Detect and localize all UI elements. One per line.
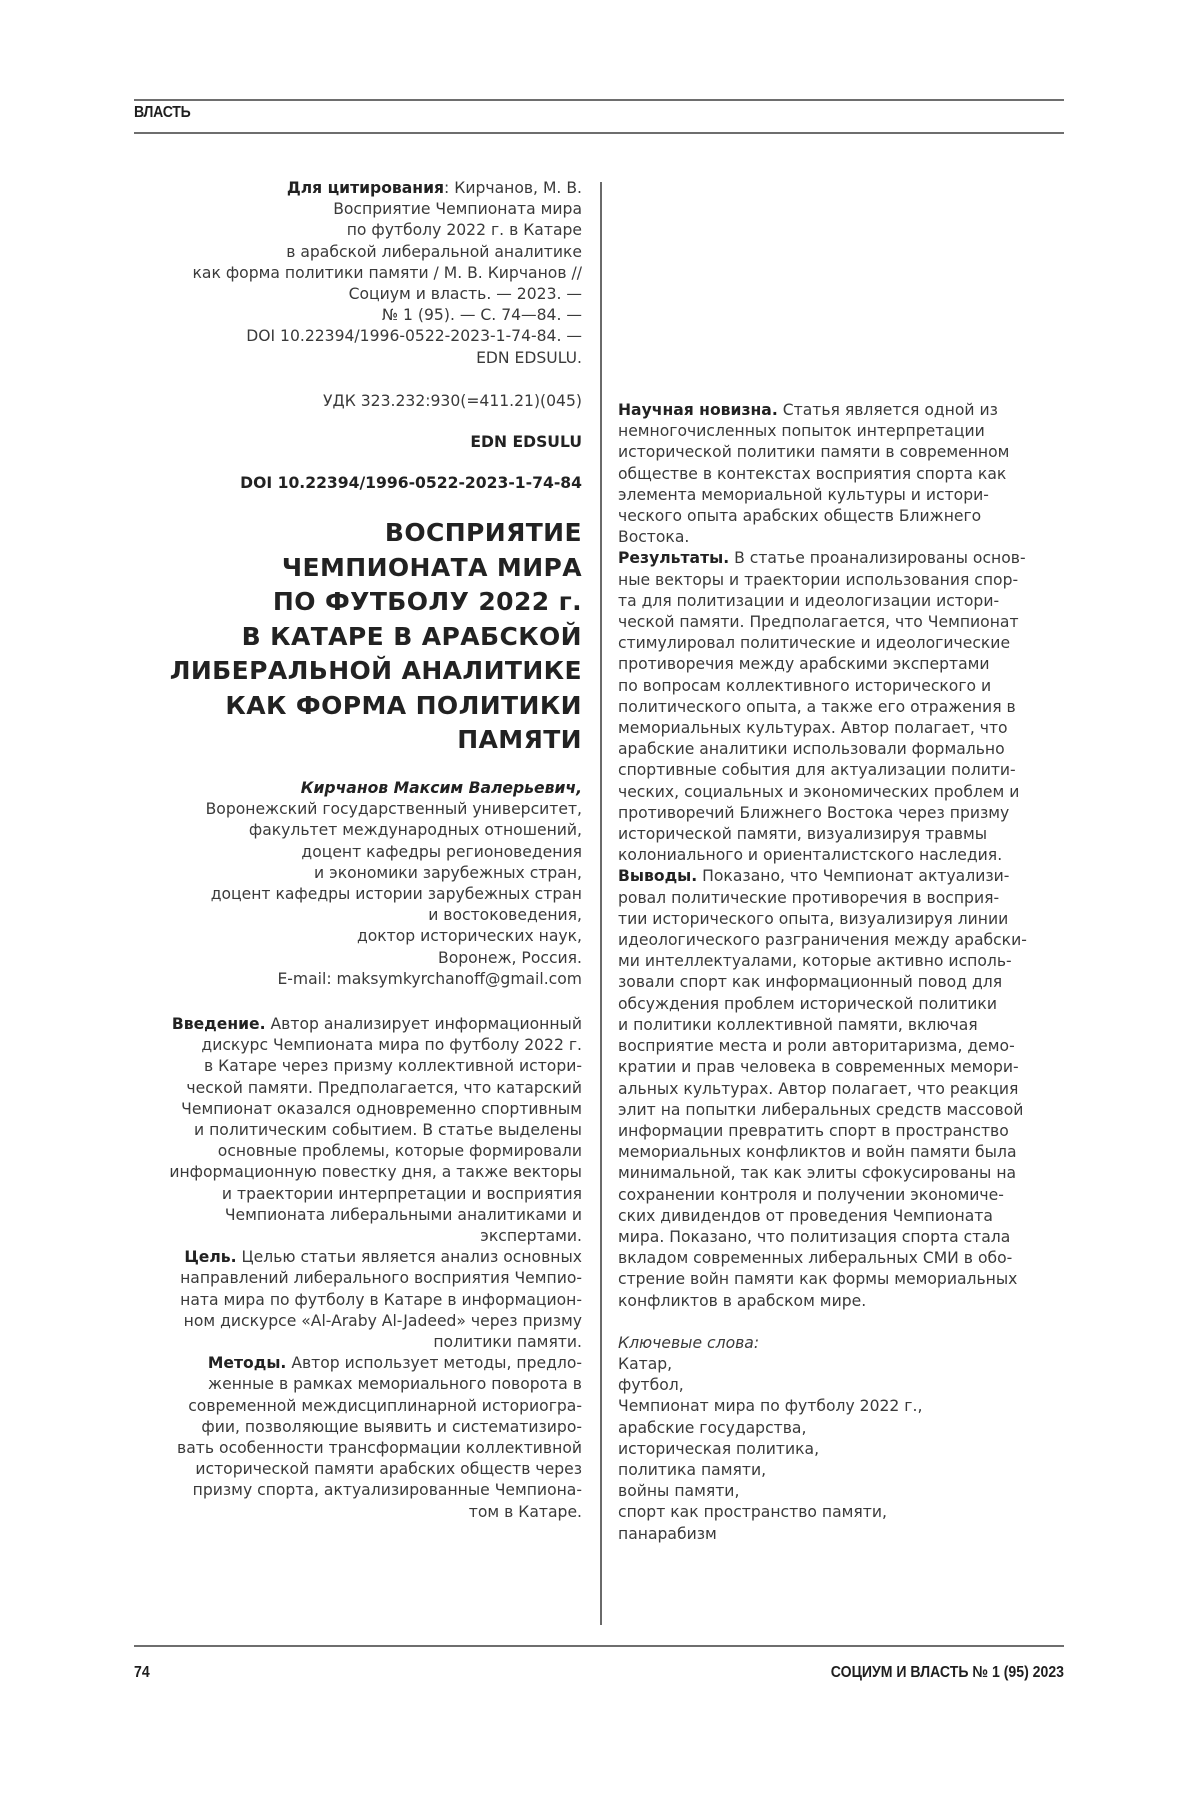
author-name: Кирчанов Максим Валерьевич, bbox=[300, 778, 582, 797]
column-divider bbox=[600, 182, 602, 1625]
header-bottom-rule bbox=[134, 132, 1064, 134]
keyword: футбол, bbox=[618, 1376, 684, 1395]
running-head-section: ВЛАСТЬ bbox=[134, 104, 191, 121]
edn-code: EDN EDSULU bbox=[470, 433, 582, 452]
right-column bbox=[618, 400, 1068, 1545]
abstract-conclusions: Выводы. Показано, что Чемпионат актуализи- ровал политические противоречия в восприя- тии исторического опыта, визуализируя линии идеологического разграничения между арабски- ми интеллектуалами, которые активно исполь- зовали спорт как информационный повод для обсуждения проблем исторической политики и политики коллективной памяти, включая восприятие места и роли авторитаризма, демо- кратии и прав человека в современных мемори- альных культурах. Автор полагает, что реакция элит на попытки либеральных средств массовой информации превратить спорт в пространство мемориальных конфликтов и войн памяти была минимальной, так как элиты сфокусированы на сохранении контроля и получении экономиче- ских дивидендов от проведения Чемпионата мира. Показано, что политизация спорта стала вкладом современных либеральных СМИ в обо- стрение войн памяти как формы мемориальных конфликтов в арабском мире. bbox=[618, 867, 1027, 1310]
author-email[interactable]: E-mail: maksymkyrchanoff@gmail.com bbox=[277, 969, 582, 988]
keyword: войны памяти, bbox=[618, 1482, 740, 1501]
keyword: Чемпионат мира по футболу 2022 г., bbox=[618, 1397, 923, 1416]
abstract-methods: Методы. Автор использует методы, предло- женные в рамках мемориального поворота в современной междисциплинарной историогра- фии, позволяющие выявить и систематизиро- вать особенности трансформации коллективной исторической памяти арабских обществ через призму спорта, актуализированные Чемпиона- том в Катаре. bbox=[177, 1354, 582, 1521]
article-title: ВОСПРИЯТИЕ ЧЕМПИОНАТА МИРА ПО ФУТБОЛУ 2022 г. В КАТАРЕ В АРАБСКОЙ ЛИБЕРАЛЬНОЙ АНАЛИТИКЕ КАК ФОРМА ПОЛИТИКИ ПАМЯТИ bbox=[169, 518, 582, 755]
keyword: спорт как пространство памяти, bbox=[618, 1503, 887, 1522]
abstract-results: Результаты. В статье проанализированы основ- ные векторы и траектории использования спор- та для политизации и идеологизации истори- ческой памяти. Предполагается, что Чемпионат стимулировал политические и идеологические противоречия между арабскими экспертами по вопросам коллективного исторического и политического опыта, а также его отражения в мемориальных культурах. Автор полагает, что арабские аналитики использовали формально спортивные события для актуализации полити- ческих, социальных и экономических проблем и противоречий Ближнего Востока через призму исторической памяти, визуализируя травмы колониального и ориенталистского наследия. bbox=[618, 549, 1026, 865]
page-number: 74 bbox=[134, 1664, 150, 1681]
citation-block: Для цитирования: Кирчанов, М. В. Восприятие Чемпионата мира по футболу 2022 г. в Катаре в арабской либеральной аналитике как форма политики памяти / М. В. Кирчанов // Социум и власть. — 2023. — № 1 (95). — С. 74—84. — DOI 10.22394/1996-0522-2023-1-74-84. — EDN EDSULU. bbox=[192, 179, 582, 367]
udk-code: УДК 323.232:930(=411.21)(045) bbox=[323, 391, 582, 410]
keyword: арабские государства, bbox=[618, 1418, 807, 1437]
abstract-introduction: Введение. Автор анализирует информационный дискурс Чемпионата мира по футболу 2022 г. в Катаре через призму коллективной истори- ческой памяти. Предполагается, что катарский Чемпионат оказался одновременно спортивным и политическим событием. В статье выделены основные проблемы, которые формировали информационную повестку дня, а также векторы и траектории интерпретации и восприятия Чемпионата либеральными аналитиками и экспертами. bbox=[169, 1014, 582, 1245]
journal-footer: СОЦИУМ И ВЛАСТЬ № 1 (95) 2023 bbox=[830, 1664, 1064, 1681]
footer-rule bbox=[134, 1645, 1064, 1647]
abstract-goal: Цель. Целью статьи является анализ основных направлений либерального восприятия Чемпио- ната мира по футболу в Катаре в информацион- ном дискурсе «Al-Araby Al-Jadeed» через призму политики памяти. bbox=[180, 1248, 582, 1352]
keyword: панарабизм bbox=[618, 1524, 717, 1543]
abstract-novelty: Научная новизна. Статья является одной из немногочисленных попыток интерпретации исторической политики памяти в современном обществе в контекстах восприятия спорта как элемента мемориальной культуры и истори- ческого опыта арабских обществ Ближнего Востока. bbox=[618, 401, 1010, 547]
author-block: Кирчанов Максим Валерьевич, Воронежский государственный университет, факультет международных отношений, доцент кафедры регионоведения и экономики зарубежных стран, доцент кафедры истории зарубежных стран и востоковедения, доктор исторических наук, Воронеж, Россия. E-mail: maksymkyrchanoff@gmail.com bbox=[134, 778, 582, 990]
header-top-rule bbox=[134, 99, 1064, 101]
keyword: политика памяти, bbox=[618, 1460, 767, 1479]
doi-code: DOI 10.22394/1996-0522-2023-1-74-84 bbox=[240, 474, 582, 493]
keyword: историческая политика, bbox=[618, 1439, 820, 1458]
keyword: Катар, bbox=[618, 1354, 673, 1373]
keywords-block bbox=[618, 1333, 1068, 1545]
citation-label: Для цитирования bbox=[286, 179, 445, 197]
left-column bbox=[134, 178, 582, 1523]
keywords-label: Ключевые слова: bbox=[618, 1333, 760, 1352]
